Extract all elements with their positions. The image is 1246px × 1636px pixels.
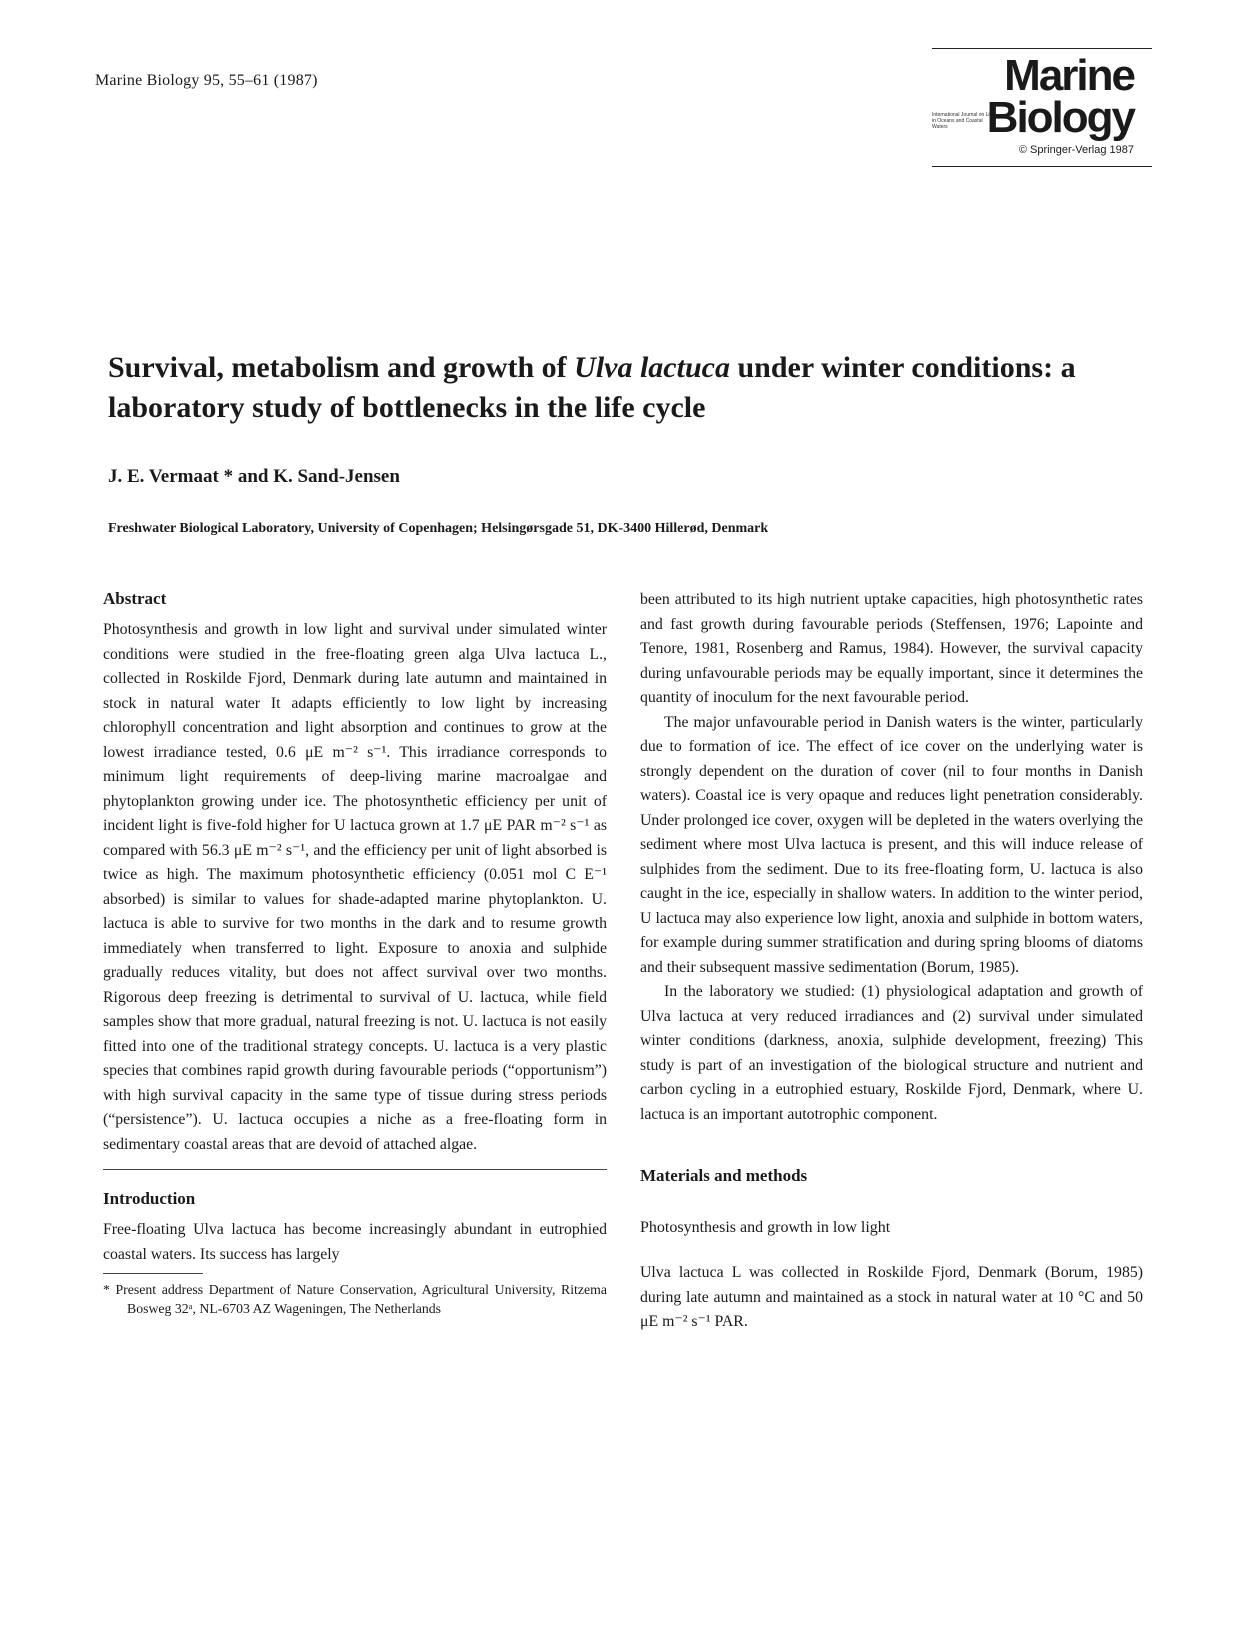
introduction-paragraph-3: In the laboratory we studied: (1) physiological adaptation and growth of Ulva lactuca at very reduced irradiances and (2) survival under simulated winter conditions (darkness, anoxia, sulphide development, freezing) This study is part of an investigation of the biological structure and nutrient and carbon cycling in a eutrophied estuary, Roskilde Fjord, Denmark, where U. lactuca is an important autotrophic component.: [640, 983, 1143, 1123]
title-species: Ulva lactuca: [574, 351, 730, 384]
logo-copyright: © Springer-Verlag 1987: [1018, 144, 1134, 156]
affiliation: Freshwater Biological Laboratory, University of Copenhagen; Helsingørsgade 51, DK-3400 Hillerød, Denmark: [108, 521, 769, 536]
logo-bottom-rule: [932, 166, 1152, 167]
methods-heading: Materials and methods: [640, 1166, 808, 1185]
footnote: * Present address Department of Nature Conservation, Agricultural University, Ritzema Bosweg 32ᵃ, NL-6703 AZ Wageningen, The Netherlands: [103, 1282, 607, 1316]
journal-citation: Marine Biology 95, 55–61 (1987): [95, 72, 318, 89]
paragraph-spacer: [640, 1239, 1143, 1261]
logo-word-biology: Biology: [986, 93, 1134, 142]
abstract-divider: [103, 1169, 607, 1170]
abstract-text: Photosynthesis and growth in low light and survival under simulated winter conditions were studied in the free-floating green alga Ulva lactuca L., collected in Roskilde Fjord, Denmark during late autumn and maintained in stock in natural water It adapts efficiently to low light by increasing chlorophyll concentration and light absorption and continues to grow at the lowest irradiance tested, 0.6 μE m⁻² s⁻¹. This irradiance corresponds to minimum light requirements of deep-living marine macroalgae and phytoplankton growing under ice. The photosynthetic efficiency per unit of incident light is five-fold higher for U lactuca grown at 1.7 μE PAR m⁻² s⁻¹ as compared with 56.3 μE m⁻² s⁻¹, and the efficiency per unit of light absorbed is twice as high. The maximum photosynthetic efficiency (0.051 mol C E⁻¹ absorbed) is similar to values for shade-adapted marine phytoplankton. U. lactuca is able to survive for two months in the dark and to resume growth immediately when transferred to light. Exposure to anoxia and sulphide gradually reduces vitality, but does not affect survival over two months. Rigorous deep freezing is detrimental to survival of U. lactuca, while field samples show that more gradual, natural freezing is not. U. lactuca is not easily fitted into one of the traditional strategy concepts. U. lactuca is a very plastic species that combines rapid growth during favourable periods (“opportunism”) with high survival capacity in the same type of tissue during stress periods (“persistence”). U. lactuca occupies a niche as a free-floating form in sedimentary coastal areas that are devoid of attached algae.: [103, 621, 607, 1153]
right-column: [640, 588, 1143, 1335]
section-spacer: [640, 1127, 1143, 1165]
logo-word-marine: Marine: [1004, 51, 1134, 100]
introduction-heading: Introduction: [103, 1189, 196, 1208]
title-part1: Survival, metabolism and growth of: [108, 351, 575, 384]
journal-logo: [932, 48, 1152, 168]
methods-subheading: Photosynthesis and growth in low light: [640, 1219, 891, 1236]
subsection-spacer: [640, 1195, 1143, 1217]
footnote-divider: [103, 1273, 203, 1274]
introduction-paragraph-1-start: Free-floating Ulva lactuca has become increasingly abundant in eutrophied coastal waters. Its success has largely: [103, 1221, 607, 1263]
abstract-heading: Abstract: [103, 589, 167, 608]
methods-paragraph-1: Ulva lactuca L was collected in Roskilde Fjord, Denmark (Borum, 1985) during late autumn and maintained as a stock in natural water at 10 °C and 50 μE m⁻² s⁻¹ PAR.: [640, 1264, 1143, 1330]
article-title: [108, 348, 1108, 428]
logo-tagline: International Journal on Life in Oceans and Coastal Waters: [932, 112, 994, 130]
logo-top-rule: [932, 48, 1152, 49]
title-part2: under winter conditions: a laboratory study of bottlenecks in the life cycle: [108, 351, 1076, 424]
introduction-paragraph-2: The major unfavourable period in Danish waters is the winter, particularly due to formation of ice. The effect of ice cover on the underlying water is strongly dependent on the duration of cover (nil to four months in Danish waters). Coastal ice is very opaque and reduces light penetration considerably. Under prolonged ice cover, oxygen will be depleted in the waters overlying the sediment where most Ulva lactuca is present, and this will induce release of sulphides from the sediment. Due to its free-floating form, U. lactuca is also caught in the ice, especially in shallow waters. In addition to the winter period, U lactuca may also experience low light, anoxia and sulphide in bottom waters, for example during summer stratification and during spring blooms of diatoms and their subsequent massive sedimentation (Borum, 1985).: [640, 713, 1143, 976]
introduction-paragraph-1-end: been attributed to its high nutrient uptake capacities, high photosynthetic rates and fast growth during favourable periods (Steffensen, 1976; Lapointe and Tenore, 1981, Rosenberg and Ramus, 1984). However, the survival capacity during unfavourable periods may be equally important, since it determines the quantity of inoculum for the next favourable period.: [640, 591, 1143, 706]
authors: J. E. Vermaat * and K. Sand-Jensen: [108, 466, 400, 487]
left-column: [103, 588, 607, 1318]
